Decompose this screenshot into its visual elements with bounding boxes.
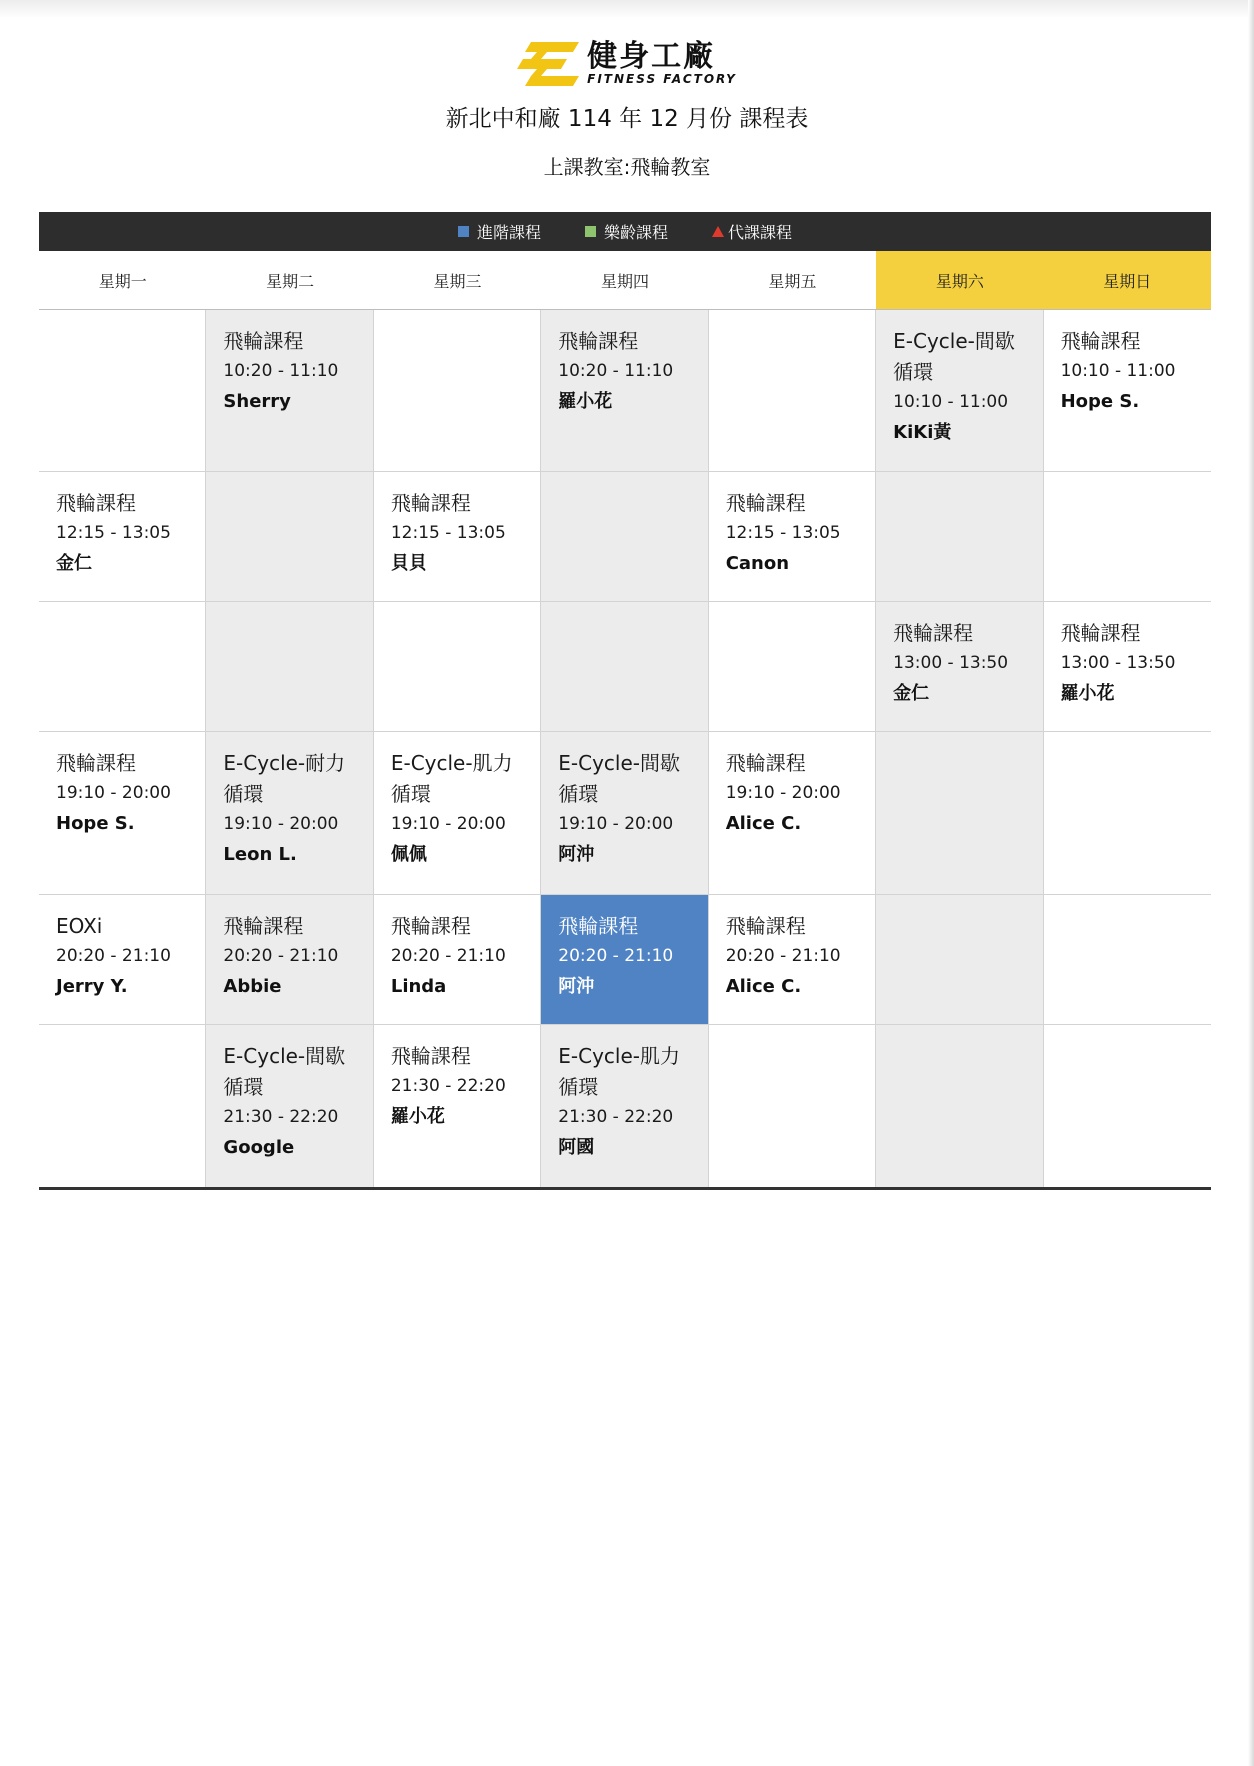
class-name: E-Cycle-肌力循環 xyxy=(558,1044,681,1099)
class-name: 飛輪課程 xyxy=(223,329,304,353)
page-title: 新北中和廠 114 年 12 月份 課程表 xyxy=(445,106,809,132)
class-name: 飛輪課程 xyxy=(56,751,136,775)
class-time: 19:10 - 20:00 xyxy=(558,814,674,834)
class-cell[interactable] xyxy=(541,1025,708,1187)
class-cell[interactable] xyxy=(876,310,1043,472)
class-cell[interactable] xyxy=(206,732,373,895)
class-time: 21:30 - 22:20 xyxy=(390,1076,506,1096)
class-teacher: 羅小花 xyxy=(390,1106,445,1127)
class-time: 10:20 - 11:10 xyxy=(223,361,339,381)
legend-label: 進階課程 xyxy=(476,223,541,242)
empty-cell xyxy=(709,310,876,472)
class-cell[interactable] xyxy=(39,732,206,895)
day-header: 星期六 xyxy=(876,251,1043,309)
class-teacher: 阿國 xyxy=(558,1137,595,1158)
class-cell[interactable] xyxy=(374,1025,541,1187)
class-time: 19:10 - 20:00 xyxy=(223,814,339,834)
class-name: 飛輪課程 xyxy=(223,914,304,938)
class-name: E-Cycle-耐力循環 xyxy=(223,751,346,806)
class-teacher: 佩佩 xyxy=(390,844,427,865)
class-time: 21:30 - 22:20 xyxy=(223,1107,339,1127)
class-teacher: Abbie xyxy=(223,976,282,997)
class-teacher: 金仁 xyxy=(56,553,92,574)
legend-label: 代課課程 xyxy=(728,223,793,242)
class-name: 飛輪課程 xyxy=(558,914,639,938)
class-teacher: Leon L. xyxy=(223,844,297,865)
class-time: 13:00 - 13:50 xyxy=(893,653,1009,673)
class-name: 飛輪課程 xyxy=(725,914,806,938)
class-teacher: 阿沖 xyxy=(558,976,595,997)
class-time: 21:30 - 22:20 xyxy=(558,1107,674,1127)
class-cell[interactable] xyxy=(541,895,708,1025)
blue-square-icon xyxy=(458,226,469,237)
empty-cell xyxy=(709,1025,876,1187)
class-time: 12:15 - 13:05 xyxy=(725,523,841,543)
class-cell[interactable] xyxy=(709,732,876,895)
class-time: 20:20 - 21:10 xyxy=(558,946,674,966)
class-teacher: 阿沖 xyxy=(558,844,595,865)
class-name: 飛輪課程 xyxy=(1060,329,1141,353)
legend-item xyxy=(585,220,668,243)
class-time: 20:20 - 21:10 xyxy=(223,946,339,966)
class-teacher: Canon xyxy=(725,553,790,574)
class-name: E-Cycle-間歇循環 xyxy=(223,1044,346,1099)
day-header: 星期一 xyxy=(98,271,147,291)
empty-cell xyxy=(1044,1025,1211,1187)
classroom-label: 上課教室:飛輪教室 xyxy=(543,155,711,179)
legend-bar xyxy=(39,212,1211,251)
class-name: 飛輪課程 xyxy=(390,914,471,938)
class-cell[interactable] xyxy=(541,732,708,895)
class-time: 10:10 - 11:00 xyxy=(893,392,1009,412)
class-cell[interactable] xyxy=(206,895,373,1025)
class-name: EOXi xyxy=(56,914,103,938)
empty-cell xyxy=(206,472,373,602)
class-name: 飛輪課程 xyxy=(390,491,471,515)
class-time: 12:15 - 13:05 xyxy=(390,523,506,543)
empty-cell xyxy=(39,602,206,732)
class-teacher: Linda xyxy=(390,976,447,997)
brand-name-en: FITNESS FACTORY xyxy=(587,72,737,86)
legend-label: 樂齡課程 xyxy=(603,223,668,242)
class-time: 12:15 - 13:05 xyxy=(56,523,171,543)
class-cell[interactable] xyxy=(709,472,876,602)
class-cell[interactable] xyxy=(374,732,541,895)
class-cell[interactable] xyxy=(206,1025,373,1187)
class-cell[interactable] xyxy=(1044,602,1211,732)
class-cell[interactable] xyxy=(541,310,708,472)
class-time: 19:10 - 20:00 xyxy=(725,783,841,803)
empty-cell xyxy=(1044,732,1211,895)
class-teacher: KiKi黃 xyxy=(893,422,952,443)
class-name: E-Cycle-間歇循環 xyxy=(558,751,681,806)
class-name: 飛輪課程 xyxy=(390,1044,471,1068)
class-cell[interactable] xyxy=(374,895,541,1025)
empty-cell xyxy=(876,732,1043,895)
legend-item xyxy=(712,220,792,243)
class-teacher: 金仁 xyxy=(893,683,930,704)
page-edge xyxy=(1248,0,1254,1766)
class-teacher: Google xyxy=(223,1137,295,1158)
class-teacher: Hope S. xyxy=(56,813,135,834)
class-teacher: 羅小花 xyxy=(558,391,613,412)
class-name: 飛輪課程 xyxy=(893,621,974,645)
class-teacher: Sherry xyxy=(223,391,291,412)
class-teacher: Alice C. xyxy=(725,976,802,997)
empty-cell xyxy=(876,1025,1043,1187)
green-square-icon xyxy=(585,226,596,237)
top-shade xyxy=(0,0,1254,18)
empty-cell xyxy=(206,602,373,732)
empty-cell xyxy=(709,602,876,732)
day-header: 星期三 xyxy=(433,271,482,291)
class-name: 飛輪課程 xyxy=(56,491,136,515)
class-time: 20:20 - 21:10 xyxy=(56,946,171,966)
brand-name-cn: 健身工廠 xyxy=(587,39,716,74)
class-time: 19:10 - 20:00 xyxy=(56,783,171,803)
class-name: E-Cycle-間歇循環 xyxy=(893,329,1015,384)
class-teacher: Jerry Y. xyxy=(56,976,128,997)
class-time: 10:20 - 11:10 xyxy=(558,361,674,381)
class-cell[interactable] xyxy=(1044,310,1211,472)
empty-cell xyxy=(39,310,206,472)
empty-cell xyxy=(39,1025,206,1187)
empty-cell xyxy=(1044,472,1211,602)
class-cell[interactable] xyxy=(206,310,373,472)
class-cell[interactable] xyxy=(39,895,206,1025)
brand-wordmark xyxy=(587,39,737,86)
class-time: 10:10 - 11:00 xyxy=(1060,361,1176,381)
weekday-header-row xyxy=(39,251,1211,310)
class-cell[interactable] xyxy=(39,472,206,602)
class-teacher: Alice C. xyxy=(725,813,802,834)
empty-cell xyxy=(374,310,541,472)
class-cell[interactable] xyxy=(709,895,876,1025)
empty-cell xyxy=(876,472,1043,602)
class-teacher: 貝貝 xyxy=(390,553,427,574)
class-teacher: Hope S. xyxy=(1060,391,1140,412)
day-header: 星期日 xyxy=(1044,251,1211,309)
class-name: 飛輪課程 xyxy=(558,329,639,353)
empty-cell xyxy=(1044,895,1211,1025)
empty-cell xyxy=(374,602,541,732)
day-header: 星期二 xyxy=(266,271,315,291)
schedule-grid xyxy=(39,310,1211,1190)
empty-cell xyxy=(541,472,708,602)
day-header: 星期四 xyxy=(600,271,649,291)
empty-cell xyxy=(541,602,708,732)
brand-logo xyxy=(517,40,737,88)
class-name: 飛輪課程 xyxy=(725,491,806,515)
class-time: 20:20 - 21:10 xyxy=(390,946,506,966)
class-teacher: 羅小花 xyxy=(1060,683,1115,704)
page-header xyxy=(0,40,1254,180)
class-time: 19:10 - 20:00 xyxy=(390,814,506,834)
red-triangle-icon xyxy=(712,226,724,237)
class-name: 飛輪課程 xyxy=(1060,621,1141,645)
class-cell[interactable] xyxy=(374,472,541,602)
class-cell[interactable] xyxy=(876,602,1043,732)
day-header: 星期五 xyxy=(768,271,817,291)
fitness-factory-logo-icon xyxy=(517,42,579,86)
class-time: 20:20 - 21:10 xyxy=(725,946,841,966)
class-name: 飛輪課程 xyxy=(725,751,806,775)
empty-cell xyxy=(876,895,1043,1025)
class-time: 13:00 - 13:50 xyxy=(1060,653,1176,673)
class-name: E-Cycle-肌力循環 xyxy=(390,751,513,806)
legend-item xyxy=(458,220,541,243)
